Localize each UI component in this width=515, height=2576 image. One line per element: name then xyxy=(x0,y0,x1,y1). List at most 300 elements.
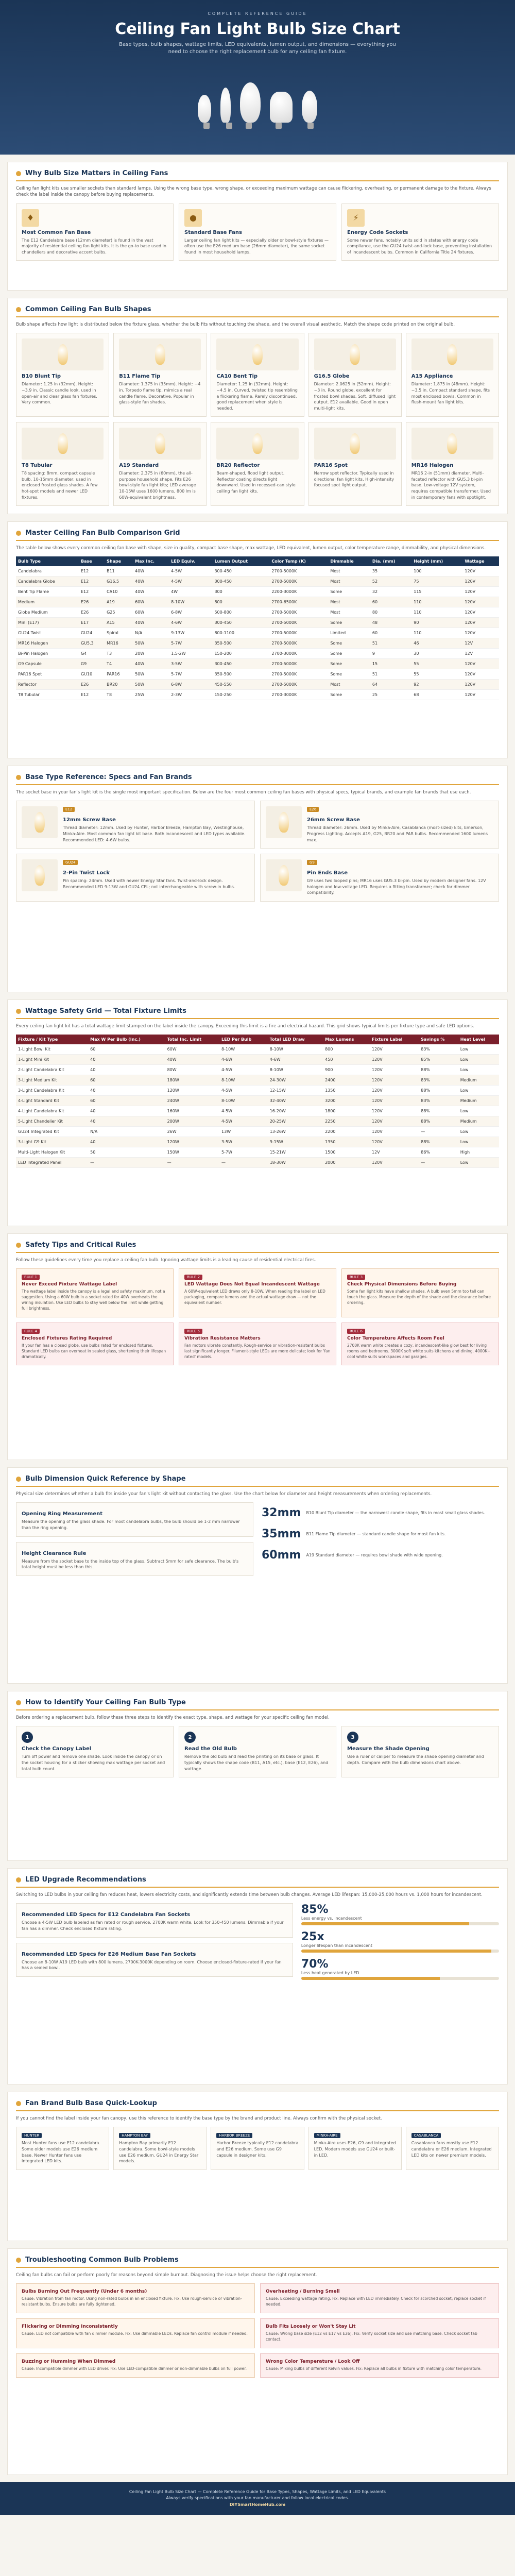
table-cell: 2700-3000K xyxy=(269,649,328,659)
table-cell: G9 xyxy=(79,659,105,669)
led-stats xyxy=(301,1903,499,1985)
table-cell: MR16 Halogen xyxy=(16,638,79,649)
table-cell: 88% xyxy=(419,1086,458,1096)
safety-title: Check Physical Dimensions Before Buying xyxy=(347,1282,457,1287)
shape-card xyxy=(113,333,207,417)
table-cell: 120W xyxy=(165,1086,219,1096)
trouble-card xyxy=(260,2318,499,2348)
table-cell: — xyxy=(219,1158,268,1168)
brand-card xyxy=(406,2127,499,2170)
section-title: Fan Brand Bulb Base Quick-Lookup xyxy=(16,2099,499,2111)
identify-step xyxy=(16,1726,174,1777)
table-cell: 120V xyxy=(370,1158,419,1168)
led-rec-title: Recommended LED Specs for E12 Candelabra Fan Sockets xyxy=(22,1912,191,1918)
table-cell: 35 xyxy=(370,566,411,577)
table-cell: 32 xyxy=(370,587,411,597)
table-cell: 12V xyxy=(462,649,499,659)
dimension-label: A19 Standard diameter — requires bowl shade with wide opening. xyxy=(306,1553,443,1558)
table-cell: 75 xyxy=(411,577,462,587)
table-cell: Bent Tip Flame xyxy=(16,587,79,597)
table-cell: 3200 xyxy=(323,1096,370,1106)
why-card xyxy=(179,204,336,261)
rule-badge: RULE 4 xyxy=(22,1329,40,1334)
rule-badge: RULE 5 xyxy=(184,1329,202,1334)
shape-code: MR16 Halogen xyxy=(411,463,454,469)
globe-bulb-icon xyxy=(302,91,317,123)
table-cell: 32-40W xyxy=(268,1096,323,1106)
table-cell: 12V xyxy=(462,638,499,649)
table-cell: 2700-5000K xyxy=(269,618,328,628)
safety-cards xyxy=(16,1268,499,1365)
shape-illustration xyxy=(216,428,298,460)
table-row xyxy=(16,566,499,577)
table-cell: 1-Light Mini Kit xyxy=(16,1055,88,1065)
table-cell: Low xyxy=(458,1158,499,1168)
step-number: 2 xyxy=(184,1732,196,1743)
table-cell: 120V xyxy=(462,618,499,628)
table-cell: 50W xyxy=(133,669,169,680)
table-row xyxy=(16,607,499,618)
shape-illustration xyxy=(216,338,298,370)
table-row xyxy=(16,1127,499,1137)
table-cell: 150W xyxy=(165,1147,219,1158)
table-cell: — xyxy=(419,1158,458,1168)
base-code-badge: G9 xyxy=(307,860,317,865)
table-cell: 15 xyxy=(370,659,411,669)
table-cell: 2200 xyxy=(323,1127,370,1137)
table-cell: 4-5W xyxy=(219,1086,268,1096)
safety-text: If your fan has a closed globe, use bulbs rated for enclosed fixtures. Standard LED bulbs can overheat in sealed glass, shortening their lifespan dramatically. xyxy=(22,1343,166,1359)
table-cell: T8 Tubular xyxy=(16,690,79,700)
table-cell: 4-6W xyxy=(169,618,212,628)
table-cell: 5-7W xyxy=(219,1147,268,1158)
table-header: Total LED Draw xyxy=(268,1035,323,1044)
table-row xyxy=(16,577,499,587)
footer-line-2: Always verify specifications with your fan manufacturer and follow local electrical codes. xyxy=(166,2496,349,2500)
table-cell: Low xyxy=(458,1086,499,1096)
table-cell: 240W xyxy=(165,1096,219,1106)
shape-cards-row2 xyxy=(16,422,499,506)
table-cell: 5-Light Chandelier Kit xyxy=(16,1116,88,1127)
base-name: Pin Ends Base xyxy=(307,870,348,876)
rule-badge: RULE 1 xyxy=(22,1275,40,1280)
section-bases xyxy=(7,766,508,992)
table-cell: High xyxy=(458,1147,499,1158)
led-stat-value: 85% xyxy=(301,1903,329,1917)
reflector-bulb-icon xyxy=(270,92,293,123)
trouble-cards xyxy=(16,2283,499,2377)
table-cell: N/A xyxy=(88,1127,165,1137)
table-cell: 120V xyxy=(462,566,499,577)
table-cell: Some xyxy=(328,659,370,669)
safety-title: LED Wattage Does Not Equal Incandescent Wattage xyxy=(184,1282,320,1287)
table-cell: 80 xyxy=(370,607,411,618)
safety-card xyxy=(179,1323,336,1366)
table-cell: 450 xyxy=(323,1055,370,1065)
table-cell: 86% xyxy=(419,1147,458,1158)
table-cell: 3-Light Candelabra Kit xyxy=(16,1086,88,1096)
bulb-shape-icon xyxy=(58,344,68,365)
table-cell: 46 xyxy=(411,638,462,649)
brand-badge: HARBOR BREEZE xyxy=(216,2133,252,2138)
table-cell: Low xyxy=(458,1127,499,1137)
table-cell: 800-1100 xyxy=(212,628,269,638)
table-cell: 85% xyxy=(419,1055,458,1065)
table-cell: N/A xyxy=(133,628,169,638)
bulb-shape-icon xyxy=(35,812,45,833)
table-header: LED Equiv. xyxy=(169,556,212,566)
table-header: Max Inc. xyxy=(133,556,169,566)
trouble-card xyxy=(16,2353,255,2378)
table-cell: 110 xyxy=(411,628,462,638)
table-cell: T8 xyxy=(105,690,133,700)
table-cell: 2700-5000K xyxy=(269,669,328,680)
table-cell: 60W xyxy=(133,607,169,618)
table-cell: 120V xyxy=(462,690,499,700)
table-header: Color Temp (K) xyxy=(269,556,328,566)
table-cell: Low xyxy=(458,1044,499,1055)
section-lead: Physical size determines whether a bulb fits inside your fan's light kit without contacting the glass. Use the chart below for diameter and height measurements when ordering replacements. xyxy=(16,1492,432,1497)
table-cell: 1800 xyxy=(323,1106,370,1116)
table-cell: 4-Light Candelabra Kit xyxy=(16,1106,88,1116)
footer-site-link[interactable]: DIYSmartHomeHub.com xyxy=(229,2502,286,2507)
table-header: Total Inc. Limit xyxy=(165,1035,219,1044)
dimension-label: B11 Flame Tip diameter — standard candle shape for most fan kits. xyxy=(306,1532,446,1537)
table-cell: T3 xyxy=(105,649,133,659)
shape-text: Diameter: 1.25 in (32mm). Height: ~4.5 in. Curved, twisted tip resembling a flickering flame. Rarely discontinued, good replacement when style is needed. xyxy=(216,382,298,411)
shape-illustration xyxy=(314,338,396,370)
table-cell: GU24 xyxy=(79,628,105,638)
table-header: Wattage xyxy=(462,556,499,566)
table-cell: 115 xyxy=(411,587,462,597)
height-clearance-card: Height Clearance Rule Measure from the socket base to the inside top of the glass. Subtract 5mm for safe clearance. The bulb's total height must be less than this. xyxy=(16,1542,253,1576)
bullet-icon xyxy=(16,775,21,780)
table-cell: 120V xyxy=(370,1055,419,1065)
led-stat-bar-fill xyxy=(301,1977,440,1980)
shape-card xyxy=(308,333,402,417)
rule-badge: RULE 3 xyxy=(347,1275,365,1280)
table-header: Max Lumens xyxy=(323,1035,370,1044)
table-cell: GU24 Twist xyxy=(16,628,79,638)
shape-text: T8 spacing: 8mm, compact capsule bulb. 10-15mm diameter, used in enclosed frosted glass shades. A few hot-spot models and newer LED fixtures. xyxy=(22,471,98,500)
table-header: Lumen Output xyxy=(212,556,269,566)
shape-text: Diameter: 1.25 in (32mm). Height: ~3.9 in. Classic candle look, used in open-air and clear glass fan fixtures. Very common. xyxy=(22,382,97,405)
table-cell: 120V xyxy=(462,577,499,587)
table-header: LED Per Bulb xyxy=(219,1035,268,1044)
table-cell: 40 xyxy=(88,1137,165,1147)
shape-card xyxy=(16,333,109,417)
table-cell: 40 xyxy=(88,1106,165,1116)
led-rec-card xyxy=(16,1943,293,1977)
table-cell: E12 xyxy=(79,577,105,587)
table-cell: Most xyxy=(328,597,370,607)
table-cell: 40W xyxy=(133,587,169,597)
table-cell: 4-5W xyxy=(169,577,212,587)
brand-badge: HUNTER xyxy=(22,2133,42,2138)
table-cell: 4-5W xyxy=(169,566,212,577)
why-card-title: Most Common Fan Base xyxy=(22,229,91,235)
table-header: Base xyxy=(79,556,105,566)
table-cell: BR20 xyxy=(105,680,133,690)
table-cell: E12 xyxy=(79,587,105,597)
shape-card xyxy=(406,333,499,417)
energy-code-icon: ⚡ xyxy=(347,209,365,227)
table-cell: 2200-3000K xyxy=(269,587,328,597)
table-cell: E12 xyxy=(79,566,105,577)
table-cell: 40 xyxy=(88,1086,165,1096)
rule-badge: RULE 2 xyxy=(184,1275,202,1280)
trouble-title: Wrong Color Temperature / Look Off xyxy=(266,2359,360,2364)
identify-steps xyxy=(16,1726,499,1777)
led-stat-value: 70% xyxy=(301,1958,329,1971)
table-cell: 300-450 xyxy=(212,566,269,577)
table-cell: 60W xyxy=(165,1044,219,1055)
why-card-text: The E12 Candelabra base (12mm diameter) is found in the vast majority of residential ceiling fan light kits. It is the go-to base used in chandeliers and decorative accent bulbs. xyxy=(22,238,166,255)
table-row xyxy=(16,1044,499,1055)
table-cell: 83% xyxy=(419,1096,458,1106)
table-cell: Medium xyxy=(458,1096,499,1106)
table-cell: 120V xyxy=(370,1086,419,1096)
table-cell: 4-5W xyxy=(219,1106,268,1116)
shape-illustration xyxy=(411,338,493,370)
table-header: Fixture / Kit Type xyxy=(16,1035,88,1044)
table-cell: 120V xyxy=(462,680,499,690)
table-cell: 52 xyxy=(370,577,411,587)
table-cell: 300-450 xyxy=(212,577,269,587)
table-cell: 92 xyxy=(411,680,462,690)
table-cell: 40W xyxy=(133,659,169,669)
step-text: Remove the old bulb and read the printing on its base or glass. It typically shows the shape code (B11, A15, etc.), base (E12, E26), and wattage. xyxy=(184,1754,329,1771)
table-cell: CA10 xyxy=(105,587,133,597)
section-lead: Follow these guidelines every time you replace a ceiling fan bulb. Ignoring wattage limits is a leading cause of residential electrical fires. xyxy=(16,1258,316,1263)
bulb-shape-icon xyxy=(252,344,263,365)
footer xyxy=(0,2482,515,2515)
table-cell: 40W xyxy=(133,566,169,577)
table-cell: 800 xyxy=(212,597,269,607)
table-cell: 5-7W xyxy=(169,638,212,649)
bulb-shape-icon xyxy=(447,433,457,454)
table-cell: 88% xyxy=(419,1065,458,1075)
bulb-shape-icon xyxy=(350,344,360,365)
led-stat-label: Less heat generated by LED xyxy=(301,1971,359,1976)
led-rec-title: Recommended LED Specs for E26 Medium Base Fan Sockets xyxy=(22,1951,196,1957)
table-cell: 3-5W xyxy=(169,659,212,669)
table-cell: Some xyxy=(328,690,370,700)
table-cell: 2000 xyxy=(323,1158,370,1168)
table-row xyxy=(16,1075,499,1086)
table-cell: 350-500 xyxy=(212,669,269,680)
table-cell: MR16 xyxy=(105,638,133,649)
section-title: LED Upgrade Recommendations xyxy=(16,1876,499,1888)
table-header: Shape xyxy=(105,556,133,566)
bullet-icon xyxy=(16,1877,21,1883)
table-cell: 64 xyxy=(370,680,411,690)
shape-illustration xyxy=(314,428,396,460)
table-cell: 150-250 xyxy=(212,690,269,700)
table-cell: 60 xyxy=(88,1044,165,1055)
dimension-value: 60mm xyxy=(262,1549,301,1562)
shape-cards xyxy=(16,333,499,417)
table-header: Max W Per Bulb (Inc.) xyxy=(88,1035,165,1044)
table-cell: — xyxy=(165,1158,219,1168)
table-row xyxy=(16,1147,499,1158)
shape-code: B10 Blunt Tip xyxy=(22,374,61,380)
brand-text: Minka-Aire uses E26, G9 and integrated LED. Modern models use GU24 or built-in LED. xyxy=(314,2141,396,2158)
table-cell: 2700-5000K xyxy=(269,577,328,587)
table-cell: A15 xyxy=(105,618,133,628)
led-stat-bar-fill xyxy=(301,1922,470,1925)
dimension-value: 35mm xyxy=(262,1528,301,1541)
trouble-text: Cause: Mixing bulbs of different Kelvin values. Fix: Replace all bulbs in fixture with matching color temperature. xyxy=(266,2366,482,2371)
base-card-body xyxy=(307,859,493,896)
table-cell: G25 xyxy=(105,607,133,618)
table-cell: PAR16 xyxy=(105,669,133,680)
table-cell: 8-10W xyxy=(268,1044,323,1055)
base-text: Thread diameter: 12mm. Used by Hunter, Harbor Breeze, Hampton Bay, Westinghouse, Minka-Aire. Most common fan light kit base. Both incandescent and LED types available. Recommended LED: 4-6W bulbs. xyxy=(63,825,246,842)
medium-base-icon: ● xyxy=(184,209,202,227)
table-cell: 120V xyxy=(370,1127,419,1137)
safety-card xyxy=(16,1323,174,1366)
table-cell: GU24 Integrated Kit xyxy=(16,1127,88,1137)
shape-text: Diameter: 2.375 in (60mm), the all-purpose household shape. Fits E26 bowl-style fan light kits; LED average 10-15W uses 1600 lumens, 800 lm is 60W-equivalent brightness. xyxy=(119,471,196,500)
table-row xyxy=(16,1055,499,1065)
brand-card xyxy=(113,2127,207,2170)
shape-illustration xyxy=(22,338,104,370)
table-row xyxy=(16,1096,499,1106)
table-header: Heat Level xyxy=(458,1035,499,1044)
table-header: Savings % xyxy=(419,1035,458,1044)
led-stat-label: Longer lifespan than incandescent xyxy=(301,1943,372,1948)
table-cell: 350-500 xyxy=(212,638,269,649)
safety-title: Enclosed Fixtures Rating Required xyxy=(22,1335,112,1341)
base-card xyxy=(260,801,499,849)
safety-text: A 60W-equivalent LED draws only 8-10W. When reading the label on LED packaging, compare lumens and the actual wattage draw — not the equivalent number. xyxy=(184,1289,325,1306)
section-troubleshooting xyxy=(7,2248,508,2475)
table-cell: 40W xyxy=(165,1055,219,1065)
trouble-card xyxy=(16,2283,255,2313)
table-cell: 4W xyxy=(169,587,212,597)
shape-text: Diameter: 2.0625 in (52mm). Height: ~3 in. Round globe, excellent for frosted bowl shades. Soft, diffused light output. E12 available. Good in open multi-light kits. xyxy=(314,382,396,411)
table-cell: 120V xyxy=(462,669,499,680)
shape-code: PAR16 Spot xyxy=(314,463,348,469)
bullet-icon xyxy=(16,1477,21,1482)
dimension-value: 32mm xyxy=(262,1506,301,1520)
why-card-title: Standard Base Fans xyxy=(184,229,242,235)
table-cell: 110 xyxy=(411,607,462,618)
safety-text: 2700K warm white creates a cozy, incandescent-like glow best for living rooms and bedrooms. 3000K soft white suits kitchens and dining. 4000K+ cool white suits workspaces and garages. xyxy=(347,1343,491,1359)
section-lead: Every ceiling fan light kit has a total wattage limit stamped on the label inside the canopy. Exceeding this limit is a fire and electrical hazard. This grid shows typical limits per fixture type and safe LED options. xyxy=(16,1024,474,1029)
table-cell: — xyxy=(88,1158,165,1168)
table-row xyxy=(16,1116,499,1127)
brand-text: Hampton Bay primarily E12 candelabra. Some bowl-style models use E26 medium. GU24 in Energy Star models. xyxy=(119,2141,199,2164)
wattage-table xyxy=(16,1035,499,1168)
base-socket-icon xyxy=(266,859,302,891)
base-name: 2-Pin Twist Lock xyxy=(63,870,110,876)
bulb-shape-icon xyxy=(155,433,165,454)
base-socket-icon xyxy=(22,806,58,838)
table-cell: 88% xyxy=(419,1137,458,1147)
section-why xyxy=(7,162,508,291)
brand-text: Most Hunter fans use E12 candelabra. Some older models use E26 medium base. Newer Hunter fans use integrated LED kits. xyxy=(22,2141,100,2164)
table-cell: 2700-5000K xyxy=(269,628,328,638)
identify-step xyxy=(341,1726,499,1777)
base-socket-icon xyxy=(266,806,302,838)
section-lead: Ceiling fan bulbs can fail or perform poorly for reasons beyond simple burnout. Diagnosing the issue helps choose the right replacement. xyxy=(16,2273,317,2278)
step-text: Use a ruler or caliper to measure the shade opening diameter and depth. Compare with the bulb dimensions chart above. xyxy=(347,1754,484,1765)
table-cell: 24-30W xyxy=(268,1075,323,1086)
step-text: Turn off power and remove one shade. Look inside the canopy or on the socket housing for a sticker showing max wattage per socket and total bulb count. xyxy=(22,1754,165,1771)
table-cell: G16.5 xyxy=(105,577,133,587)
base-text: Thread diameter: 26mm. Used by Minka-Aire, Casablanca (most-sized) kits, Emerson, Progress Lighting. Accepts A19, G25, BR20 and PAR bulbs. Recommended 1600 lumens max. xyxy=(307,825,488,842)
section-title: Troubleshooting Common Bulb Problems xyxy=(16,2256,499,2268)
hero-subtitle: Base types, bulb shapes, wattage limits, LED equivalents, lumen output, and dimensions — everything you need to choose the right replacement bulb for any ceiling fan fixture. xyxy=(119,42,396,55)
table-row xyxy=(16,638,499,649)
section-lead: Switching to LED bulbs in your ceiling fan reduces heat, lowers electricity costs, and significantly extends time between bulb changes. Average LED lifespan: 15,000-25,000 hours vs. 1,000 hours for incandescent. xyxy=(16,1892,483,1897)
brand-card xyxy=(308,2127,402,2170)
table-cell: Some xyxy=(328,587,370,597)
table-cell: 83% xyxy=(419,1044,458,1055)
led-rec-card xyxy=(16,1903,293,1937)
safety-text: The wattage label inside the canopy is a legal and safety maximum, not a suggestion. Using a 60W bulb in a socket rated for 40W overheats the wiring insulation. Use LED bulbs to stay well below the limit while getting full brightness. xyxy=(22,1289,165,1311)
table-cell: 60 xyxy=(88,1096,165,1106)
table-cell: Medium xyxy=(458,1075,499,1086)
table-cell: 4-Light Standard Kit xyxy=(16,1096,88,1106)
table-cell: 9-15W xyxy=(268,1137,323,1147)
table-cell: 120V xyxy=(370,1065,419,1075)
table-cell: 20W xyxy=(133,649,169,659)
dimension-stat xyxy=(262,1545,499,1566)
trouble-card xyxy=(16,2318,255,2348)
trouble-title: Flickering or Dimming Inconsistently xyxy=(22,2324,118,2330)
table-cell: 100 xyxy=(411,566,462,577)
table-cell: A19 xyxy=(105,597,133,607)
table-cell: 2700-5000K xyxy=(269,607,328,618)
table-cell: 4-6W xyxy=(219,1055,268,1065)
table-cell: 160W xyxy=(165,1106,219,1116)
table-cell: 40 xyxy=(88,1055,165,1065)
table-cell: 8-10W xyxy=(219,1075,268,1086)
table-cell: 2250 xyxy=(323,1116,370,1127)
table-cell: 55 xyxy=(411,669,462,680)
table-cell: 3-5W xyxy=(219,1137,268,1147)
base-card xyxy=(16,854,255,902)
why-card xyxy=(16,204,174,261)
safety-text: Fan motors vibrate constantly. Rough-service or vibration-resistant bulbs last significantly longer. Filament-style LEDs are more delicate; look for 'fan rated' models. xyxy=(184,1343,331,1359)
step-number: 3 xyxy=(347,1732,358,1743)
section-brands xyxy=(7,2092,508,2241)
safety-card xyxy=(179,1268,336,1317)
table-cell: 800 xyxy=(323,1044,370,1055)
trouble-card xyxy=(260,2353,499,2378)
led-stat-bar-fill xyxy=(301,1950,491,1953)
table-cell: 12V xyxy=(370,1147,419,1158)
shape-code: B11 Flame Tip xyxy=(119,374,161,380)
table-cell: Some xyxy=(328,649,370,659)
table-cell: 4-6W xyxy=(268,1055,323,1065)
base-code-badge: GU24 xyxy=(63,860,78,865)
table-cell: 1.5-2W xyxy=(169,649,212,659)
table-cell: 120V xyxy=(462,587,499,597)
table-cell: 2-3W xyxy=(169,690,212,700)
table-cell: Medium xyxy=(458,1116,499,1127)
table-cell: 300-450 xyxy=(212,618,269,628)
table-cell: Limited xyxy=(328,628,370,638)
table-cell: E17 xyxy=(79,618,105,628)
table-cell: 60 xyxy=(88,1075,165,1086)
flame-bulb-icon xyxy=(220,88,231,123)
bullet-icon xyxy=(16,2258,21,2263)
table-cell: 1350 xyxy=(323,1086,370,1096)
